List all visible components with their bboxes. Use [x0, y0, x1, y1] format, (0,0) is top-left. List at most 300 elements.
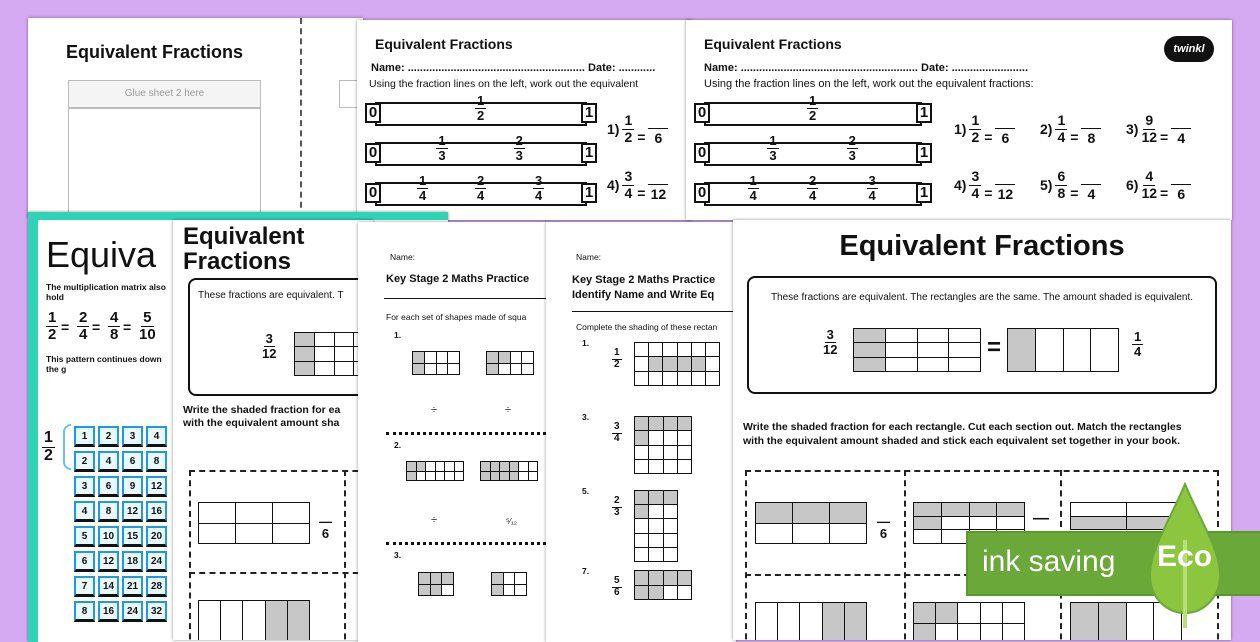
shaded-cell [492, 573, 503, 584]
item-fraction [612, 496, 622, 518]
denominator: 12 [1141, 128, 1158, 145]
denominator: 2 [48, 325, 57, 343]
cell [663, 372, 676, 385]
cell [678, 372, 691, 385]
answer-blank[interactable]: 12 [995, 184, 1015, 202]
shaded-cell [970, 503, 997, 516]
answer-fraction: ⁵⁄₁₂ [506, 516, 518, 526]
numerator: 1 [809, 93, 817, 108]
answer-line: — [1033, 510, 1049, 527]
numerator: 2 [809, 173, 817, 188]
shaded-cell [997, 503, 1024, 516]
denominator: 8 [1057, 184, 1066, 201]
glue-box: Glue sheet 2 here [68, 80, 261, 108]
shaded-cell [649, 586, 662, 600]
shaded-cell [678, 357, 691, 370]
instruction: Using the fraction lines on the left, work out the equivalent fractions: [704, 78, 1034, 90]
cell [958, 603, 979, 623]
poster-fraction [46, 310, 58, 343]
twinkl-logo: twinkl [1164, 36, 1214, 62]
cell [519, 472, 528, 481]
matrix-cell: 2 [98, 426, 119, 447]
denominator: 4 [1057, 128, 1066, 145]
line-fraction [475, 174, 486, 202]
shaded-cell [491, 472, 500, 481]
denominator: 4 [419, 187, 427, 203]
matrix-cell: 8 [146, 451, 167, 472]
item-fraction [612, 576, 622, 598]
shaded-cell [491, 462, 500, 471]
cell [918, 343, 949, 356]
denominator: 4 [1134, 343, 1142, 359]
matrix-cell: 10 [98, 526, 119, 547]
cell [199, 524, 235, 544]
matrix-cell: 20 [146, 526, 167, 547]
cell [664, 548, 677, 561]
left-grid [853, 328, 981, 372]
ink-saving-label: ink saving [982, 545, 1116, 578]
denominator: 2 [624, 128, 633, 145]
denominator: 12 [262, 345, 277, 361]
cell [445, 472, 454, 481]
cell [1064, 329, 1091, 371]
shaded-cell [510, 462, 519, 471]
left-fraction [823, 328, 837, 356]
question-number: 4) [954, 177, 967, 193]
question-number: 3) [1126, 121, 1139, 137]
question [1040, 168, 1101, 202]
cell [315, 347, 334, 360]
cell [1003, 603, 1024, 623]
item-fraction [612, 348, 622, 370]
cell [664, 519, 677, 532]
cell [221, 601, 242, 640]
line-end: 1 [581, 143, 597, 163]
cell [649, 446, 662, 459]
denominator: 4 [971, 184, 980, 201]
matrix-cell: 15 [122, 526, 143, 547]
instruction-line-1: Write the shaded fraction for each rectangle. Cut each section out. Match the rectangles [743, 421, 1182, 433]
denominator: 8 [110, 325, 119, 343]
cell [504, 585, 515, 596]
cell [448, 364, 459, 375]
title-line-2: Identify Name and Write Eq [572, 289, 715, 301]
equals-sign: = [984, 185, 993, 201]
numerator: 1 [624, 112, 633, 129]
equals-sign: = [984, 129, 993, 145]
right-grid [1007, 328, 1119, 372]
matrix-cell: 18 [122, 551, 143, 572]
question [607, 168, 668, 202]
denominator: 6 [614, 586, 620, 598]
numerator: 2 [515, 133, 523, 148]
shading-sheet-partial [173, 220, 373, 640]
instruction: For each set of shapes made of squa [386, 312, 527, 322]
cut-line [344, 470, 346, 640]
shaded-cell [413, 364, 424, 375]
numerator: 1 [419, 173, 427, 188]
shaded-cell [635, 431, 648, 444]
page-title: Equivalent Fractions [704, 36, 842, 52]
instruction [743, 420, 1182, 448]
denominator: 3 [769, 147, 777, 163]
cell [678, 343, 691, 356]
numerator: 1 [477, 93, 485, 108]
answer-fraction: — 6 [319, 514, 332, 541]
rectangle [755, 502, 867, 544]
shaded-cell [649, 357, 662, 370]
rectangle [913, 602, 1025, 640]
name-date-line [704, 62, 1028, 74]
instruction: Using the fraction lines on the left, work out the equivalent [369, 78, 639, 90]
matrix-cell: 14 [98, 576, 119, 597]
shaded-cell [635, 586, 648, 600]
answer-blank[interactable]: 6 [995, 128, 1015, 146]
equals-sign: = [123, 319, 132, 335]
numerator: 3 [868, 173, 876, 188]
fraction [622, 169, 634, 201]
cell [664, 431, 677, 444]
equals-sign: = [1070, 185, 1079, 201]
cell [236, 503, 272, 523]
poster-text-2: This pattern continues down the g [46, 354, 162, 374]
ks2-practice-sheet-b [546, 222, 736, 642]
shaded-cell [419, 585, 430, 596]
cell [678, 431, 691, 444]
shaded-cell [854, 329, 885, 342]
denominator: 6 [321, 526, 330, 541]
matrix-cell: 24 [146, 551, 167, 572]
fraction [1141, 169, 1157, 201]
denominator: 3 [438, 147, 446, 163]
matrix-cell: 32 [146, 601, 167, 622]
equals-sign: = [637, 129, 646, 145]
cell [426, 472, 435, 481]
item-number: 3. [394, 550, 402, 560]
cell [778, 603, 799, 640]
cell [199, 601, 220, 640]
numerator: 1 [614, 347, 620, 358]
cell [522, 352, 533, 363]
cell [664, 505, 677, 518]
cell [635, 446, 648, 459]
question-number: 4) [607, 177, 620, 193]
shaded-cell [1099, 603, 1126, 640]
answer-fraction: ÷ [431, 404, 438, 416]
matrix-cell: 3 [74, 476, 95, 497]
divider [384, 298, 548, 299]
cell [649, 431, 662, 444]
cell [199, 503, 235, 523]
denominator: 4 [477, 187, 485, 203]
numerator: 1 [971, 112, 980, 129]
cell [886, 358, 917, 371]
matrix-cell: 16 [98, 601, 119, 622]
cell [635, 519, 648, 532]
matrix-cell: 7 [74, 576, 95, 597]
name-dots: .......................................................... [407, 62, 585, 74]
cell [800, 603, 821, 640]
line-start: 0 [365, 143, 381, 163]
cell [970, 517, 997, 530]
cell [635, 548, 648, 561]
page-title: Equivalent Fractions [183, 223, 305, 275]
shaded-cell [845, 603, 866, 640]
answer-blank[interactable]: 6 [648, 128, 668, 146]
shaded-cell [664, 571, 677, 585]
equals-sign: = [987, 334, 1002, 361]
shaded-cell [914, 517, 941, 530]
instruction: Complete the shading of these rectan [576, 322, 718, 332]
cell [981, 624, 1002, 641]
shaded-cell [481, 472, 490, 481]
shaded-cell [295, 333, 314, 346]
matrix-cell: 12 [98, 551, 119, 572]
numerator: 2 [614, 495, 620, 506]
cell [914, 530, 941, 543]
matrix-cell: 2 [74, 451, 95, 472]
shaded-cell [407, 472, 416, 481]
question-number: 2) [1040, 121, 1053, 137]
numerator: 3 [826, 327, 834, 342]
matrix-cell: 21 [122, 576, 143, 597]
shaded-cell [481, 462, 490, 471]
cell [706, 343, 719, 356]
cut-line [300, 18, 302, 218]
shaded-cell [854, 358, 885, 371]
answer-blank[interactable]: 6 [1171, 184, 1191, 202]
shaded-cell [756, 503, 792, 523]
cell [663, 343, 676, 356]
denominator: 3 [614, 506, 620, 518]
matrix-cell: 24 [122, 601, 143, 622]
numerator: 3 [614, 421, 620, 432]
line-end: 1 [916, 103, 932, 123]
cell [522, 364, 533, 375]
cell [949, 329, 980, 342]
cell [1071, 503, 1126, 516]
denominator: 6 [879, 526, 888, 541]
answer-fraction: — 6 [877, 514, 890, 541]
cell [692, 343, 705, 356]
line-end: 1 [581, 103, 597, 123]
shaded-cell [664, 417, 677, 430]
rectangle [755, 602, 867, 640]
cell [455, 472, 464, 481]
shaded-cell [942, 503, 969, 516]
name-label: Name: [576, 252, 602, 262]
question [1126, 112, 1191, 146]
poster-fraction [139, 310, 156, 343]
cell [437, 364, 448, 375]
shape-grid [491, 572, 527, 596]
matrix-cell: 9 [122, 476, 143, 497]
example-fraction [262, 332, 276, 360]
cell [437, 352, 448, 363]
matrix-cell: 8 [74, 601, 95, 622]
cell [664, 586, 677, 600]
cell [678, 446, 691, 459]
matrix-cell: 4 [98, 451, 119, 472]
cell [445, 462, 454, 471]
cell [958, 624, 979, 641]
numerator: 5 [143, 309, 152, 326]
numerator: 5 [614, 575, 620, 586]
fraction-lines-sheet [686, 20, 1232, 220]
numerator: 2 [848, 133, 856, 148]
shape-grid [486, 351, 534, 375]
cell [519, 462, 528, 471]
shaded-cell [510, 472, 519, 481]
shaded-cell [678, 571, 691, 585]
cell [649, 519, 662, 532]
numerator: 1 [749, 173, 757, 188]
item-number: 7. [582, 566, 590, 576]
fraction-line [704, 142, 922, 166]
denominator: 4 [614, 432, 620, 444]
cell [664, 534, 677, 547]
cell [942, 530, 969, 543]
question-number: 6) [1126, 177, 1139, 193]
matrix-cell: 4 [146, 426, 167, 447]
glue-area [68, 108, 261, 218]
shaded-cell [295, 347, 314, 360]
cell [756, 524, 792, 544]
denominator: 2 [44, 446, 53, 464]
fraction [969, 113, 981, 145]
denominator: 4 [809, 187, 817, 203]
ks2-practice-sheet-a [358, 222, 548, 642]
question-number: 5) [1040, 177, 1053, 193]
shape-grid [480, 461, 538, 481]
line-fraction [847, 134, 858, 162]
line-start: 0 [365, 103, 381, 123]
cell [997, 517, 1024, 530]
date-dots: ............ [618, 62, 656, 74]
shaded-cell [914, 503, 941, 516]
shaded-cell [1071, 517, 1126, 530]
shaded-cell [830, 503, 866, 523]
denominator: 3 [848, 147, 856, 163]
poster-title: Equiva [46, 234, 157, 275]
example-box [747, 276, 1217, 394]
example-box [188, 278, 373, 396]
shading-grid [634, 490, 678, 562]
numerator: 3 [624, 168, 633, 185]
cell [635, 357, 648, 370]
shaded-cell [823, 603, 844, 640]
example-text: These fractions are equivalent. T [198, 290, 344, 301]
cell [1036, 329, 1063, 371]
cell [243, 601, 264, 640]
cell [273, 524, 309, 544]
line-fraction [417, 174, 428, 202]
cell [417, 472, 426, 481]
cell [692, 372, 705, 385]
fraction [1055, 169, 1067, 201]
shaded-cell [854, 343, 885, 356]
shading-grid [634, 570, 692, 600]
name-label: Name: [390, 252, 416, 262]
answer-blank[interactable]: 4 [1171, 128, 1191, 146]
numerator: 4 [1145, 168, 1154, 185]
denominator: 12 [823, 341, 838, 357]
shaded-cell [635, 505, 648, 518]
page-title: Equivalent Fractions [839, 230, 1125, 262]
cell [436, 472, 445, 481]
numerator: 1 [769, 133, 777, 148]
shaded-cell [492, 585, 503, 596]
shaded-cell [692, 357, 705, 370]
shaded-cell [442, 573, 453, 584]
shaded-cell [419, 573, 430, 584]
equals-sign: = [1160, 129, 1169, 145]
line-fraction [533, 174, 544, 202]
date-dots: ......................... [951, 62, 1028, 74]
cell [1003, 624, 1024, 641]
cut-line [386, 432, 546, 435]
cell [315, 362, 334, 375]
cell [649, 548, 662, 561]
cell [949, 343, 980, 356]
cell [504, 573, 515, 584]
answer-blank[interactable]: 4 [1081, 184, 1101, 202]
question-number: 1) [607, 121, 620, 137]
cut-line [904, 470, 906, 640]
rectangle [198, 600, 310, 640]
cell [426, 462, 435, 471]
brace-fraction [42, 430, 55, 465]
cell [335, 362, 354, 375]
cell [678, 586, 691, 600]
numerator: 4 [110, 309, 119, 326]
denominator: 4 [79, 325, 88, 343]
numerator: 2 [477, 173, 485, 188]
instruction-line-1: Write the shaded fraction for ea [183, 404, 341, 416]
matrix-cell: 12 [122, 501, 143, 522]
answer-blank[interactable]: 8 [1081, 128, 1101, 146]
cell [756, 603, 777, 640]
numerator: 3 [971, 168, 980, 185]
line-end: 1 [916, 143, 932, 163]
cell [236, 524, 272, 544]
page-title: Equivalent Fractions [66, 42, 244, 62]
page-title: Equivalent Fractions [375, 36, 513, 52]
matrix-cell: 8 [98, 501, 119, 522]
cell [918, 358, 949, 371]
equals-sign: = [92, 319, 101, 335]
shaded-cell [1071, 603, 1098, 640]
shaded-cell [635, 571, 648, 585]
cell [706, 372, 719, 385]
shaded-cell [431, 585, 442, 596]
answer-blank[interactable]: 12 [648, 184, 668, 202]
shape-grid [412, 351, 460, 375]
matrix-cell: 6 [98, 476, 119, 497]
denominator: 2 [809, 107, 817, 123]
numerator: 3 [265, 331, 273, 346]
shaded-cell [635, 491, 648, 504]
name-date-line [371, 62, 655, 74]
poster-fraction [108, 310, 120, 343]
numerator: 1 [1134, 329, 1142, 344]
cell [918, 329, 949, 342]
shaded-cell [487, 364, 498, 375]
question [607, 112, 668, 146]
date-label: Date: [588, 62, 616, 74]
cell [635, 372, 648, 385]
cell [664, 446, 677, 459]
